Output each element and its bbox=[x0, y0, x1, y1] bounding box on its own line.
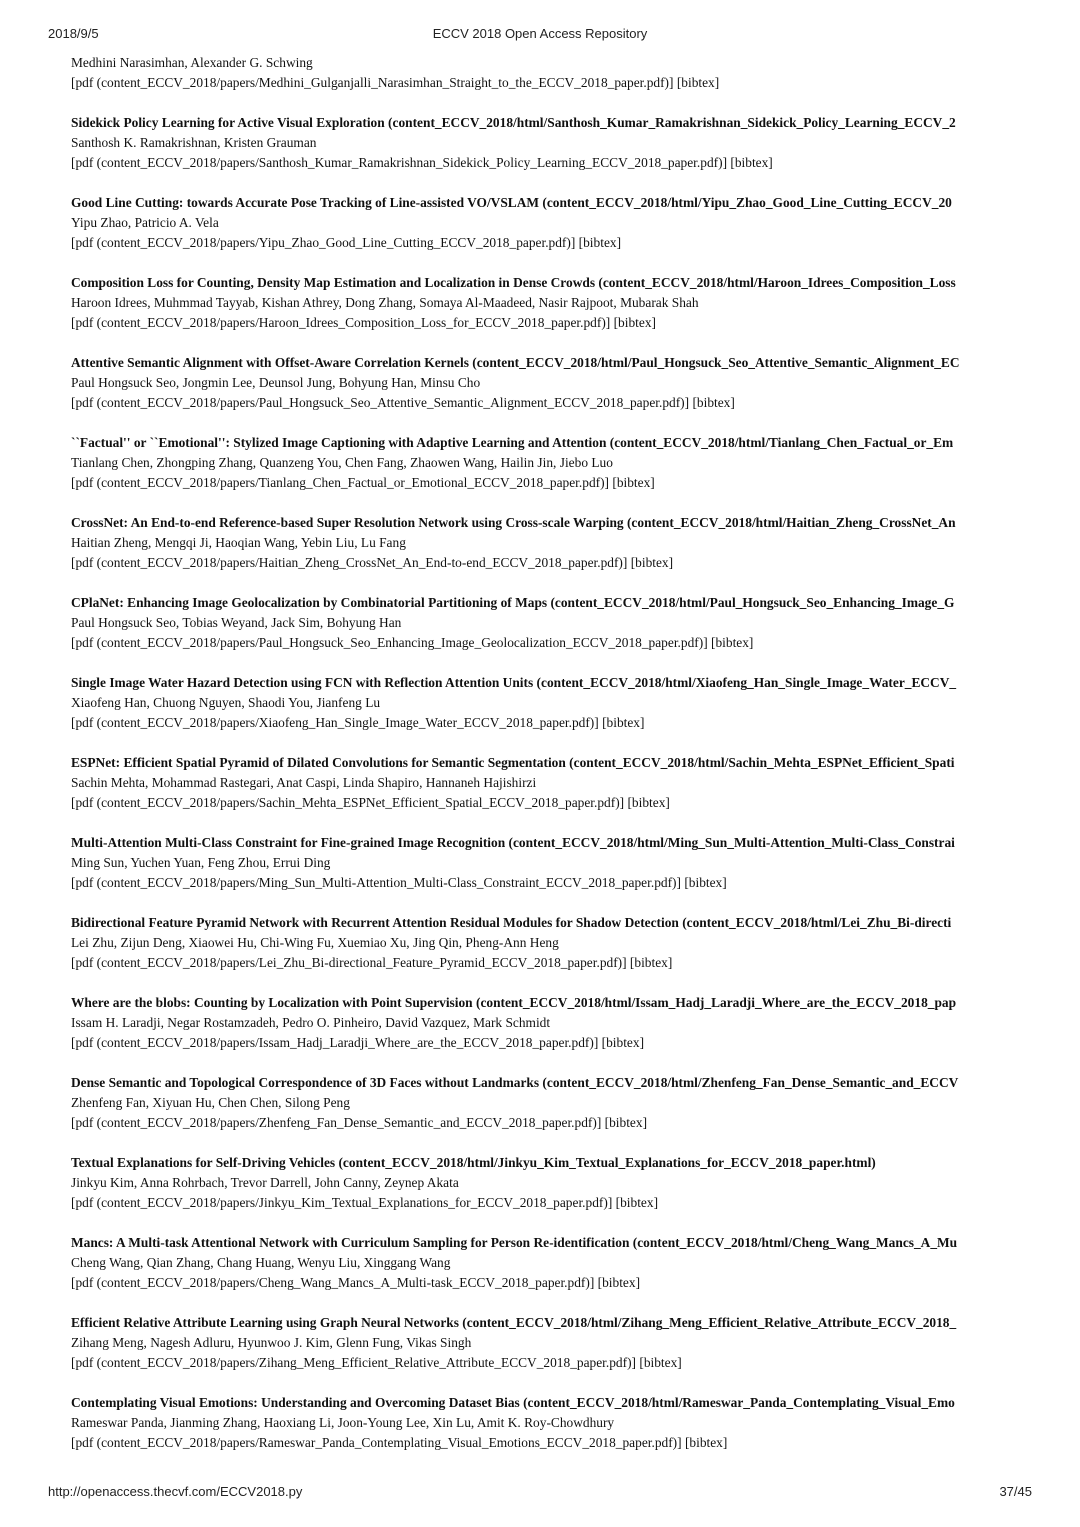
paper-authors: Sachin Mehta, Mohammad Rastegari, Anat Caspi, Linda Shapiro, Hannaneh Hajishirzi bbox=[71, 775, 537, 790]
paper-links[interactable]: [pdf (content_ECCV_2018/papers/Rameswar_Panda_Contemplating_Visual_Emotions_ECCV_2018_paper.pdf)] [bibtex] bbox=[71, 1435, 728, 1450]
paper-entry-partial bbox=[71, 53, 1032, 93]
paper-entry bbox=[71, 1153, 1032, 1213]
paper-entry bbox=[71, 993, 1032, 1053]
print-url: http://openaccess.thecvf.com/ECCV2018.py bbox=[48, 1484, 303, 1499]
paper-authors: Zhenfeng Fan, Xiyuan Hu, Chen Chen, Silong Peng bbox=[71, 1095, 350, 1110]
paper-entry bbox=[71, 1073, 1032, 1133]
paper-title-link[interactable]: CPlaNet: Enhancing Image Geolocalization by Combinatorial Partitioning of Maps (content_ECCV_2018/html/Paul_Hongsuck_Seo_Enhancing_Image_G bbox=[71, 595, 955, 610]
page-number: 37/45 bbox=[999, 1484, 1032, 1499]
paper-entry bbox=[71, 1313, 1032, 1373]
paper-authors: Yipu Zhao, Patricio A. Vela bbox=[71, 215, 219, 230]
paper-authors: Haroon Idrees, Muhmmad Tayyab, Kishan Athrey, Dong Zhang, Somaya Al-Maadeed, Nasir Rajpoot, Mubarak Shah bbox=[71, 295, 699, 310]
print-header bbox=[48, 26, 1032, 46]
paper-links[interactable]: [pdf (content_ECCV_2018/papers/Haitian_Zheng_CrossNet_An_End-to-end_ECCV_2018_paper.pdf)] [bibtex] bbox=[71, 555, 674, 570]
paper-entry bbox=[71, 1233, 1032, 1293]
paper-links[interactable]: [pdf (content_ECCV_2018/papers/Zihang_Meng_Efficient_Relative_Attribute_ECCV_2018_paper.pdf)] [bibtex] bbox=[71, 1355, 682, 1370]
paper-entry bbox=[71, 273, 1032, 333]
paper-entries bbox=[71, 113, 1032, 1453]
paper-authors: Jinkyu Kim, Anna Rohrbach, Trevor Darrell, John Canny, Zeynep Akata bbox=[71, 1175, 459, 1190]
paper-entry bbox=[71, 833, 1032, 893]
paper-title-link[interactable]: Textual Explanations for Self-Driving Vehicles (content_ECCV_2018/html/Jinkyu_Kim_Textual_Explanations_for_ECCV_2018_paper.html) bbox=[71, 1155, 876, 1170]
paper-authors: Cheng Wang, Qian Zhang, Chang Huang, Wenyu Liu, Xinggang Wang bbox=[71, 1255, 451, 1270]
paper-authors: Haitian Zheng, Mengqi Ji, Haoqian Wang, Yebin Liu, Lu Fang bbox=[71, 535, 406, 550]
paper-authors: Tianlang Chen, Zhongping Zhang, Quanzeng You, Chen Fang, Zhaowen Wang, Hailin Jin, Jiebo Luo bbox=[71, 455, 613, 470]
paper-links[interactable]: [pdf (content_ECCV_2018/papers/Ming_Sun_Multi-Attention_Multi-Class_Constraint_ECCV_2018_paper.pdf)] [bibtex] bbox=[71, 875, 727, 890]
paper-links[interactable]: [pdf (content_ECCV_2018/papers/Xiaofeng_Han_Single_Image_Water_ECCV_2018_paper.pdf)] [bibtex] bbox=[71, 715, 645, 730]
paper-authors: Xiaofeng Han, Chuong Nguyen, Shaodi You, Jianfeng Lu bbox=[71, 695, 381, 710]
paper-links[interactable]: [pdf (content_ECCV_2018/papers/Jinkyu_Kim_Textual_Explanations_for_ECCV_2018_paper.pdf)] [bibtex] bbox=[71, 1195, 659, 1210]
paper-authors: Medhini Narasimhan, Alexander G. Schwing bbox=[71, 55, 313, 70]
paper-links[interactable]: [pdf (content_ECCV_2018/papers/Zhenfeng_Fan_Dense_Semantic_and_ECCV_2018_paper.pdf)] [bibtex] bbox=[71, 1115, 648, 1130]
paper-links[interactable]: [pdf (content_ECCV_2018/papers/Issam_Hadj_Laradji_Where_are_the_ECCV_2018_paper.pdf)] [bibtex] bbox=[71, 1035, 645, 1050]
paper-title-link[interactable]: Where are the blobs: Counting by Localization with Point Supervision (content_ECCV_2018/html/Issam_Hadj_Laradji_Where_are_the_ECCV_2018_pap bbox=[71, 995, 957, 1010]
paper-links[interactable]: [pdf (content_ECCV_2018/papers/Santhosh_Kumar_Ramakrishnan_Sidekick_Policy_Learning_ECCV_2018_paper.pdf)] [bibtex] bbox=[71, 155, 773, 170]
print-date: 2018/9/5 bbox=[48, 26, 99, 41]
paper-links[interactable]: [pdf (content_ECCV_2018/papers/Paul_Hongsuck_Seo_Enhancing_Image_Geolocalization_ECCV_2018_paper.pdf)] [bibtex] bbox=[71, 635, 754, 650]
paper-list bbox=[71, 53, 1032, 1453]
page-title: ECCV 2018 Open Access Repository bbox=[432, 26, 648, 41]
paper-links[interactable]: [pdf (content_ECCV_2018/papers/Yipu_Zhao_Good_Line_Cutting_ECCV_2018_paper.pdf)] [bibtex] bbox=[71, 235, 622, 250]
paper-authors: Ming Sun, Yuchen Yuan, Feng Zhou, Errui Ding bbox=[71, 855, 331, 870]
paper-authors: Rameswar Panda, Jianming Zhang, Haoxiang Li, Joon-Young Lee, Xin Lu, Amit K. Roy-Chowdhury bbox=[71, 1415, 615, 1430]
paper-entry bbox=[71, 113, 1032, 173]
paper-entry bbox=[71, 1393, 1032, 1453]
paper-entry bbox=[71, 513, 1032, 573]
paper-title-link[interactable]: Dense Semantic and Topological Correspondence of 3D Faces without Landmarks (content_ECCV_2018/html/Zhenfeng_Fan_Dense_Semantic_and_ECCV bbox=[71, 1075, 959, 1090]
paper-links[interactable]: [pdf (content_ECCV_2018/papers/Haroon_Idrees_Composition_Loss_for_ECCV_2018_paper.pdf)] [bibtex] bbox=[71, 315, 656, 330]
paper-authors: Issam H. Laradji, Negar Rostamzadeh, Pedro O. Pinheiro, David Vazquez, Mark Schmidt bbox=[71, 1015, 551, 1030]
paper-title-link[interactable]: ESPNet: Efficient Spatial Pyramid of Dilated Convolutions for Semantic Segmentation (content_ECCV_2018/html/Sachin_Mehta_ESPNet_Efficient_Spati bbox=[71, 755, 955, 770]
paper-authors: Lei Zhu, Zijun Deng, Xiaowei Hu, Chi-Wing Fu, Xuemiao Xu, Jing Qin, Pheng-Ann Heng bbox=[71, 935, 559, 950]
paper-title-link[interactable]: Multi-Attention Multi-Class Constraint for Fine-grained Image Recognition (content_ECCV_2018/html/Ming_Sun_Multi-Attention_Multi-Class_Constrai bbox=[71, 835, 955, 850]
paper-entry bbox=[71, 353, 1032, 413]
print-footer bbox=[48, 1484, 1032, 1504]
paper-title-link[interactable]: Bidirectional Feature Pyramid Network with Recurrent Attention Residual Modules for Shadow Detection (content_ECCV_2018/html/Lei_Zhu_Bi-directi bbox=[71, 915, 952, 930]
paper-links[interactable]: [pdf (content_ECCV_2018/papers/Cheng_Wang_Mancs_A_Multi-task_ECCV_2018_paper.pdf)] [bibtex] bbox=[71, 1275, 641, 1290]
paper-title-link[interactable]: Efficient Relative Attribute Learning using Graph Neural Networks (content_ECCV_2018/html/Zihang_Meng_Efficient_Relative_Attribute_ECCV_2018_ bbox=[71, 1315, 957, 1330]
paper-entry bbox=[71, 433, 1032, 493]
paper-pdf-link[interactable]: [pdf (content_ECCV_2018/papers/Medhini_Gulganjalli_Narasimhan_Straight_to_the_ECCV_2018_paper.pdf)] [bibtex] bbox=[71, 75, 720, 90]
paper-links[interactable]: [pdf (content_ECCV_2018/papers/Lei_Zhu_Bi-directional_Feature_Pyramid_ECCV_2018_paper.pdf)] [bibtex] bbox=[71, 955, 673, 970]
paper-title-link[interactable]: CrossNet: An End-to-end Reference-based Super Resolution Network using Cross-scale Warping (content_ECCV_2018/html/Haitian_Zheng_CrossNet_An bbox=[71, 515, 956, 530]
paper-entry bbox=[71, 913, 1032, 973]
paper-links[interactable]: [pdf (content_ECCV_2018/papers/Paul_Hongsuck_Seo_Attentive_Semantic_Alignment_ECCV_2018_paper.pdf)] [bibtex] bbox=[71, 395, 735, 410]
paper-entry bbox=[71, 193, 1032, 253]
paper-title-link[interactable]: Contemplating Visual Emotions: Understanding and Overcoming Dataset Bias (content_ECCV_2018/html/Rameswar_Panda_Contemplating_Visual_Emo bbox=[71, 1395, 955, 1410]
paper-authors: Paul Hongsuck Seo, Tobias Weyand, Jack Sim, Bohyung Han bbox=[71, 615, 402, 630]
paper-entry bbox=[71, 753, 1032, 813]
paper-title-link[interactable]: ``Factual'' or ``Emotional'': Stylized Image Captioning with Adaptive Learning and Attention (content_ECCV_2018/html/Tianlang_Chen_Factual_or_Em bbox=[71, 435, 954, 450]
paper-authors: Zihang Meng, Nagesh Adluru, Hyunwoo J. Kim, Glenn Fung, Vikas Singh bbox=[71, 1335, 472, 1350]
paper-links[interactable]: [pdf (content_ECCV_2018/papers/Tianlang_Chen_Factual_or_Emotional_ECCV_2018_paper.pdf)] [bibtex] bbox=[71, 475, 655, 490]
paper-title-link[interactable]: Sidekick Policy Learning for Active Visual Exploration (content_ECCV_2018/html/Santhosh_Kumar_Ramakrishnan_Sidekick_Policy_Learning_ECCV_2 bbox=[71, 115, 956, 130]
paper-title-link[interactable]: Composition Loss for Counting, Density Map Estimation and Localization in Dense Crowds (content_ECCV_2018/html/Haroon_Idrees_Composition_Loss bbox=[71, 275, 956, 290]
paper-entry bbox=[71, 593, 1032, 653]
paper-links[interactable]: [pdf (content_ECCV_2018/papers/Sachin_Mehta_ESPNet_Efficient_Spatial_ECCV_2018_paper.pdf)] [bibtex] bbox=[71, 795, 670, 810]
paper-authors: Paul Hongsuck Seo, Jongmin Lee, Deunsol Jung, Bohyung Han, Minsu Cho bbox=[71, 375, 481, 390]
paper-title-link[interactable]: Mancs: A Multi-task Attentional Network with Curriculum Sampling for Person Re-identification (content_ECCV_2018/html/Cheng_Wang_Mancs_A_Mu bbox=[71, 1235, 958, 1250]
paper-entry bbox=[71, 673, 1032, 733]
paper-links[interactable] bbox=[71, 73, 1032, 93]
paper-title-link[interactable]: Good Line Cutting: towards Accurate Pose Tracking of Line-assisted VO/VSLAM (content_ECCV_2018/html/Yipu_Zhao_Good_Line_Cutting_ECCV_20 bbox=[71, 195, 952, 210]
paper-title-link[interactable]: Single Image Water Hazard Detection using FCN with Reflection Attention Units (content_ECCV_2018/html/Xiaofeng_Han_Single_Image_Water_ECCV_ bbox=[71, 675, 957, 690]
paper-authors: Santhosh K. Ramakrishnan, Kristen Grauman bbox=[71, 135, 317, 150]
paper-title-link[interactable]: Attentive Semantic Alignment with Offset-Aware Correlation Kernels (content_ECCV_2018/html/Paul_Hongsuck_Seo_Attentive_Semantic_Alignment_EC bbox=[71, 355, 960, 370]
